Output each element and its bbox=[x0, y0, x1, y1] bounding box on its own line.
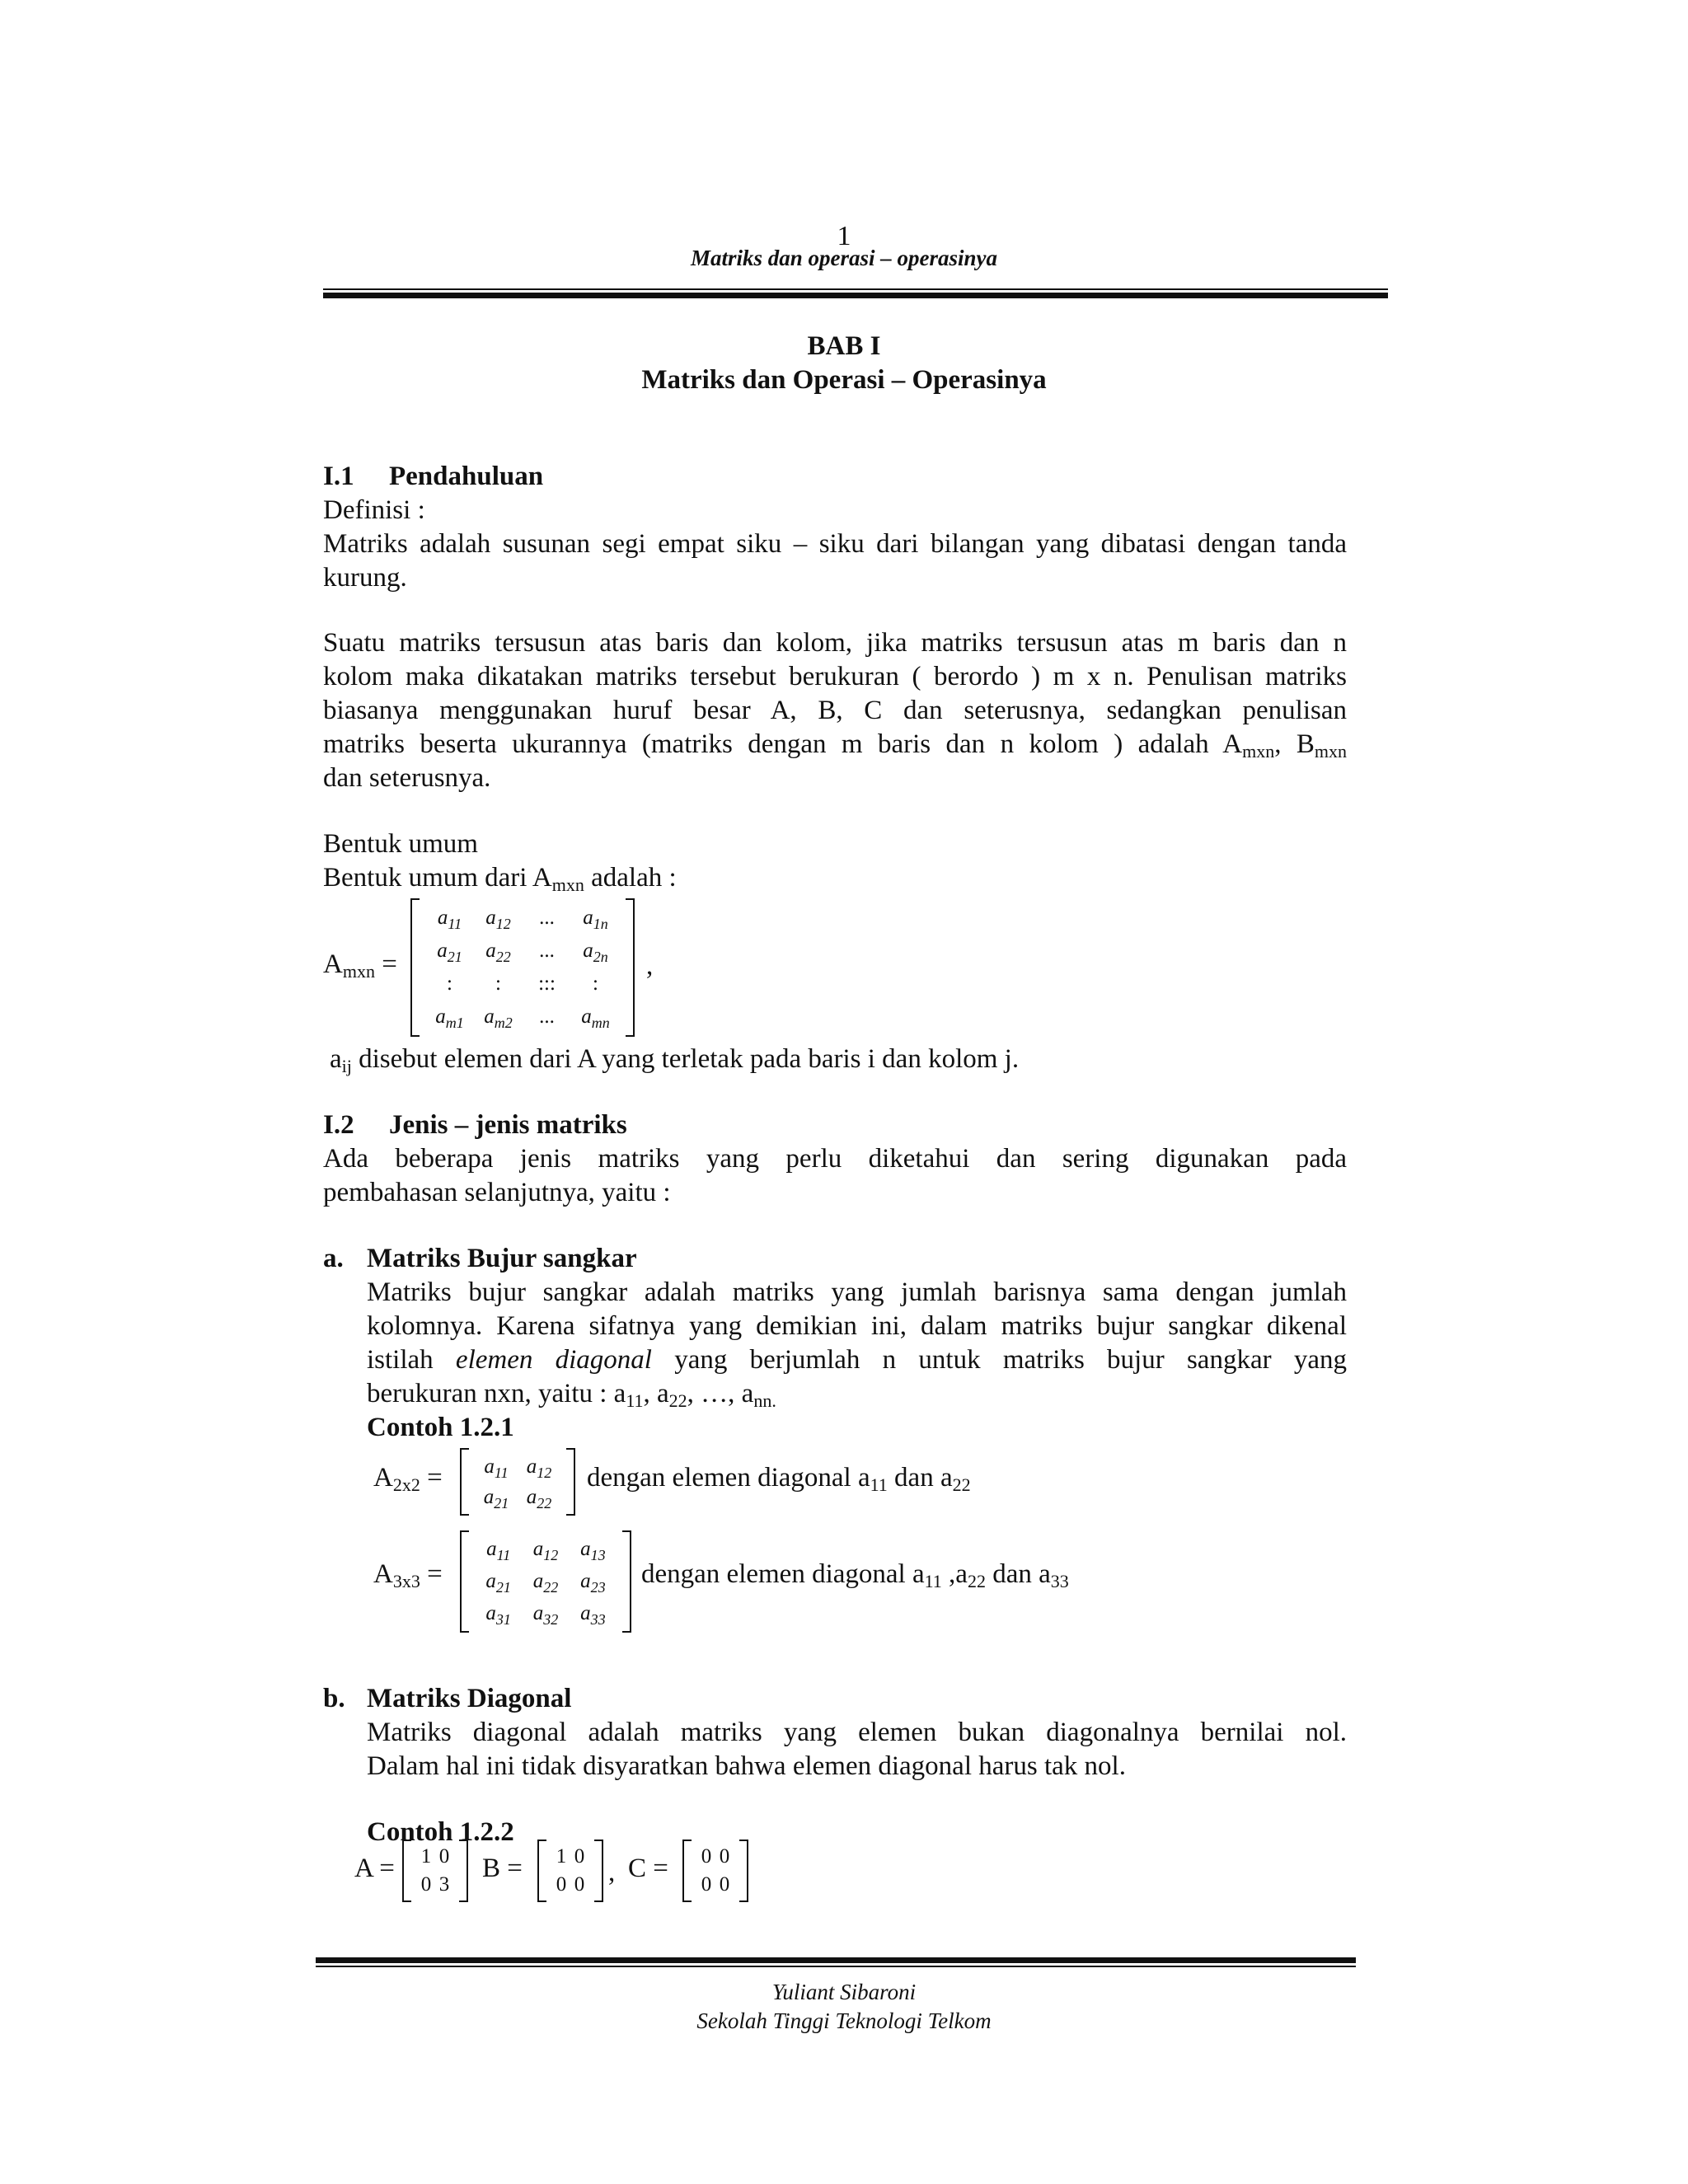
subscript: mxn bbox=[1242, 741, 1275, 762]
matrix-cell: $a_{21}$ bbox=[483, 1485, 509, 1511]
matrix-A-lhs: A = bbox=[354, 1854, 395, 1883]
text-run: istilah bbox=[367, 1345, 456, 1375]
text-run: dengan elemen diagonal a bbox=[641, 1559, 925, 1589]
italic-term: elemen diagonal bbox=[455, 1345, 652, 1375]
subscript: nn. bbox=[753, 1390, 776, 1411]
footer-author: Yuliant Sibaroni bbox=[771, 1980, 917, 2004]
matrix-cell: ::: bbox=[538, 972, 556, 995]
diagonal-matrix-B bbox=[537, 1840, 603, 1902]
matrix-cell: $a_{11}$ bbox=[437, 907, 462, 932]
matrix-left-bracket bbox=[402, 1840, 411, 1902]
matrix-right-bracket bbox=[594, 1840, 603, 1902]
matrix-right-bracket bbox=[739, 1840, 748, 1902]
text-run: dan a bbox=[985, 1559, 1051, 1589]
matrix-cell: 1 bbox=[420, 1845, 432, 1868]
matrix-cell: $a_{21}$ bbox=[437, 940, 462, 965]
intro-line-2: pembahasan selanjutnya, yaitu : bbox=[323, 1178, 671, 1207]
matrix-left-bracket bbox=[682, 1840, 692, 1902]
subsection-a-line-4 bbox=[367, 1377, 1347, 1411]
matrix-trailing-comma: , bbox=[646, 951, 654, 981]
subscript: 2x2 bbox=[392, 1474, 420, 1495]
subsection-b-line-1: Matriks diagonal adalah matriks yang elemen bukan diagonalnya bernilai nol. bbox=[367, 1718, 1347, 1747]
example-2x2-caption bbox=[587, 1461, 971, 1495]
matrix-cell: $a_{22}$ bbox=[526, 1485, 552, 1511]
example-2x2-matrix bbox=[460, 1448, 575, 1516]
text-run: disebut elemen dari A yang terletak pada baris i dan kolom j. bbox=[351, 1044, 1020, 1074]
chapter-heading bbox=[0, 330, 1688, 397]
matrix-cell: $a_{11}$ bbox=[486, 1538, 511, 1564]
subsection-a-line-1: Matriks bujur sangkar adalah matriks yang jumlah barisnya sama dengan jumlah bbox=[367, 1277, 1347, 1307]
matrix-cell: $a_{12}$ bbox=[526, 1455, 552, 1481]
matrix-right-bracket bbox=[626, 898, 635, 1037]
matrix-cell: : bbox=[593, 972, 598, 995]
definition-line-1: Matriks adalah susunan segi empat siku – siku dari bilangan yang dibatasi dengan tanda bbox=[323, 529, 1347, 559]
chapter-label: BAB I bbox=[807, 331, 881, 361]
matrix-cell: 0 bbox=[574, 1873, 585, 1896]
subscript: mxn bbox=[551, 874, 584, 895]
matrix-cell: $a_{m2}$ bbox=[484, 1005, 513, 1031]
footer-rule bbox=[316, 1957, 1356, 1967]
text-run: dengan elemen diagonal a bbox=[587, 1463, 870, 1493]
subsection-a-line-3 bbox=[367, 1343, 1347, 1377]
matrix-cell: 1 bbox=[556, 1845, 567, 1868]
section-heading-2 bbox=[323, 1108, 1347, 1142]
list-label: b. bbox=[323, 1684, 345, 1713]
matrix-C-lhs: C = bbox=[628, 1854, 668, 1883]
subscript: 11 bbox=[870, 1474, 888, 1495]
subsection-title: Matriks Diagonal bbox=[367, 1684, 572, 1713]
example-3x3-lhs bbox=[373, 1558, 443, 1591]
matrix-cell: $a_{12}$ bbox=[485, 907, 511, 932]
text-run: adalah : bbox=[584, 863, 677, 893]
matrix-cell: : bbox=[495, 972, 501, 995]
subscript: 22 bbox=[967, 1571, 986, 1591]
matrix-cell: $a_{32}$ bbox=[532, 1601, 559, 1628]
subscript: 22 bbox=[668, 1390, 687, 1411]
paragraph-2-line-2: kolom maka dikatakan matriks tersebut berukuran ( berordo ) m x n. Penulisan matriks bbox=[323, 662, 1347, 691]
matrix-left-bracket bbox=[537, 1840, 546, 1902]
text-run: dan a bbox=[887, 1463, 953, 1493]
paragraph-2-line-4 bbox=[323, 728, 1347, 762]
text-run: a bbox=[330, 1044, 342, 1074]
text-run: A bbox=[373, 1463, 393, 1493]
text-run: , B bbox=[1274, 729, 1315, 759]
example-3x3-caption bbox=[641, 1558, 1069, 1591]
text-run: matriks beserta ukurannya (matriks dengan m baris dan n kolom ) adalah A bbox=[323, 729, 1243, 759]
matrix-cell: $a_{13}$ bbox=[580, 1538, 606, 1564]
section-number: I.1 bbox=[323, 462, 354, 491]
text-run: , …, a bbox=[687, 1379, 754, 1408]
paragraph-2-line-1: Suatu matriks tersusun atas baris dan kolom, jika matriks tersusun atas m baris dan n bbox=[323, 628, 1347, 658]
matrix-B-comma: , bbox=[608, 1858, 616, 1887]
section-title: Jenis – jenis matriks bbox=[389, 1110, 627, 1140]
matrix-cell: $a_{1n}$ bbox=[583, 907, 608, 932]
header-rule bbox=[323, 288, 1388, 298]
text-run: A bbox=[323, 949, 343, 979]
matrix-cell: ... bbox=[539, 1005, 555, 1028]
matrix-cell: $a_{m1}$ bbox=[435, 1005, 464, 1031]
text-run: yang berjumlah n untuk matriks bujur sangkar yang bbox=[651, 1345, 1347, 1375]
example-3x3-matrix bbox=[460, 1530, 631, 1633]
subscript: 22 bbox=[952, 1474, 971, 1495]
diagonal-matrix-A bbox=[402, 1840, 468, 1902]
definisi-label: Definisi : bbox=[323, 495, 425, 525]
matrix-right-bracket bbox=[566, 1448, 575, 1516]
matrix-cell: $a_{31}$ bbox=[485, 1601, 511, 1628]
matrix-cell: $a_{23}$ bbox=[580, 1570, 606, 1596]
subsection-title: Matriks Bujur sangkar bbox=[367, 1244, 637, 1273]
matrix-right-bracket bbox=[622, 1530, 631, 1633]
subscript: 11 bbox=[626, 1390, 644, 1411]
subsection-a-heading bbox=[323, 1242, 1347, 1276]
text-run: = bbox=[427, 1559, 443, 1589]
matrix-cell: 0 bbox=[420, 1873, 432, 1896]
text-run: berukuran nxn, yaitu : a bbox=[367, 1379, 626, 1408]
paragraph-2-line-3: biasanya menggunakan huruf besar A, B, C dan seterusnya, sedangkan penulisan bbox=[323, 696, 1347, 725]
general-matrix bbox=[410, 898, 635, 1037]
matrix-cell: $a_{21}$ bbox=[485, 1570, 511, 1596]
matrix-left-bracket bbox=[410, 898, 420, 1037]
matrix-cell: 3 bbox=[438, 1873, 450, 1896]
list-label: a. bbox=[323, 1244, 344, 1273]
paragraph-2-line-5: dan seterusnya. bbox=[323, 763, 491, 793]
section-heading-1 bbox=[323, 460, 1347, 494]
matrix-cell: 0 bbox=[701, 1845, 712, 1868]
example-1-2-2-label: Contoh 1.2.2 bbox=[367, 1817, 514, 1847]
subsection-b-heading bbox=[323, 1682, 1347, 1716]
matrix-B-lhs: B = bbox=[482, 1854, 523, 1883]
text-run: = bbox=[382, 949, 397, 979]
matrix-cell: 0 bbox=[719, 1845, 730, 1868]
chapter-title: Matriks dan Operasi – Operasinya bbox=[641, 365, 1047, 395]
subscript: ij bbox=[341, 1056, 352, 1076]
matrix-cell: $a_{33}$ bbox=[580, 1601, 606, 1628]
matrix-right-bracket bbox=[459, 1840, 468, 1902]
section-number: I.2 bbox=[323, 1110, 354, 1140]
matrix-cell: $a_{22}$ bbox=[532, 1570, 559, 1596]
matrix-cell: $a_{11}$ bbox=[484, 1455, 509, 1481]
bentuk-umum-line bbox=[323, 861, 1347, 895]
footer-institution: Sekolah Tinggi Teknologi Telkom bbox=[696, 2008, 992, 2033]
matrix-cell: $a_{2n}$ bbox=[583, 940, 608, 965]
running-title: Matriks dan operasi – operasinya bbox=[690, 246, 998, 270]
matrix-cell: 0 bbox=[701, 1873, 712, 1896]
subscript: 33 bbox=[1050, 1571, 1069, 1591]
matrix-cell: ... bbox=[539, 907, 555, 929]
matrix-cell: $a_{12}$ bbox=[532, 1538, 559, 1564]
matrix-cell: $a_{22}$ bbox=[485, 940, 511, 965]
matrix-cell: 0 bbox=[556, 1873, 567, 1896]
example-1-2-1-label: Contoh 1.2.1 bbox=[367, 1413, 514, 1442]
matrix-left-bracket bbox=[460, 1530, 469, 1633]
bentuk-umum-label: Bentuk umum bbox=[323, 829, 478, 859]
subscript: mxn bbox=[1314, 741, 1347, 762]
text-run: = bbox=[427, 1463, 443, 1493]
section-title: Pendahuluan bbox=[389, 462, 544, 491]
intro-line-1: Ada beberapa jenis matriks yang perlu diketahui dan sering digunakan pada bbox=[323, 1144, 1347, 1174]
matrix-cell: : bbox=[447, 972, 452, 995]
matrix-cell: $a_{mn}$ bbox=[581, 1005, 610, 1031]
example-2x2-lhs bbox=[373, 1461, 443, 1495]
subscript: mxn bbox=[342, 961, 375, 982]
text-run: ,a bbox=[941, 1559, 968, 1589]
subsection-a-line-2: kolomnya. Karena sifatnya yang demikian ini, dalam matriks bujur sangkar dikenal bbox=[367, 1311, 1347, 1341]
definition-line-2: kurung. bbox=[323, 563, 407, 593]
matrix-cell: 0 bbox=[574, 1845, 585, 1868]
matrix-cell: 0 bbox=[438, 1845, 450, 1868]
matrix-cell: ... bbox=[539, 940, 555, 962]
text-run: , a bbox=[643, 1379, 669, 1408]
matrix-left-bracket bbox=[460, 1448, 469, 1516]
page-number: 1 bbox=[837, 221, 851, 251]
text-run: A bbox=[373, 1559, 393, 1589]
zero-matrix-C bbox=[682, 1840, 748, 1902]
subscript: 11 bbox=[924, 1571, 942, 1591]
general-matrix-lhs bbox=[323, 948, 397, 982]
subsection-b-line-2: Dalam hal ini tidak disyaratkan bahwa elemen diagonal harus tak nol. bbox=[367, 1751, 1126, 1781]
aij-description bbox=[330, 1043, 1353, 1076]
matrix-cell: 0 bbox=[719, 1873, 730, 1896]
text-run: Bentuk umum dari A bbox=[323, 863, 552, 893]
subscript: 3x3 bbox=[392, 1571, 420, 1591]
